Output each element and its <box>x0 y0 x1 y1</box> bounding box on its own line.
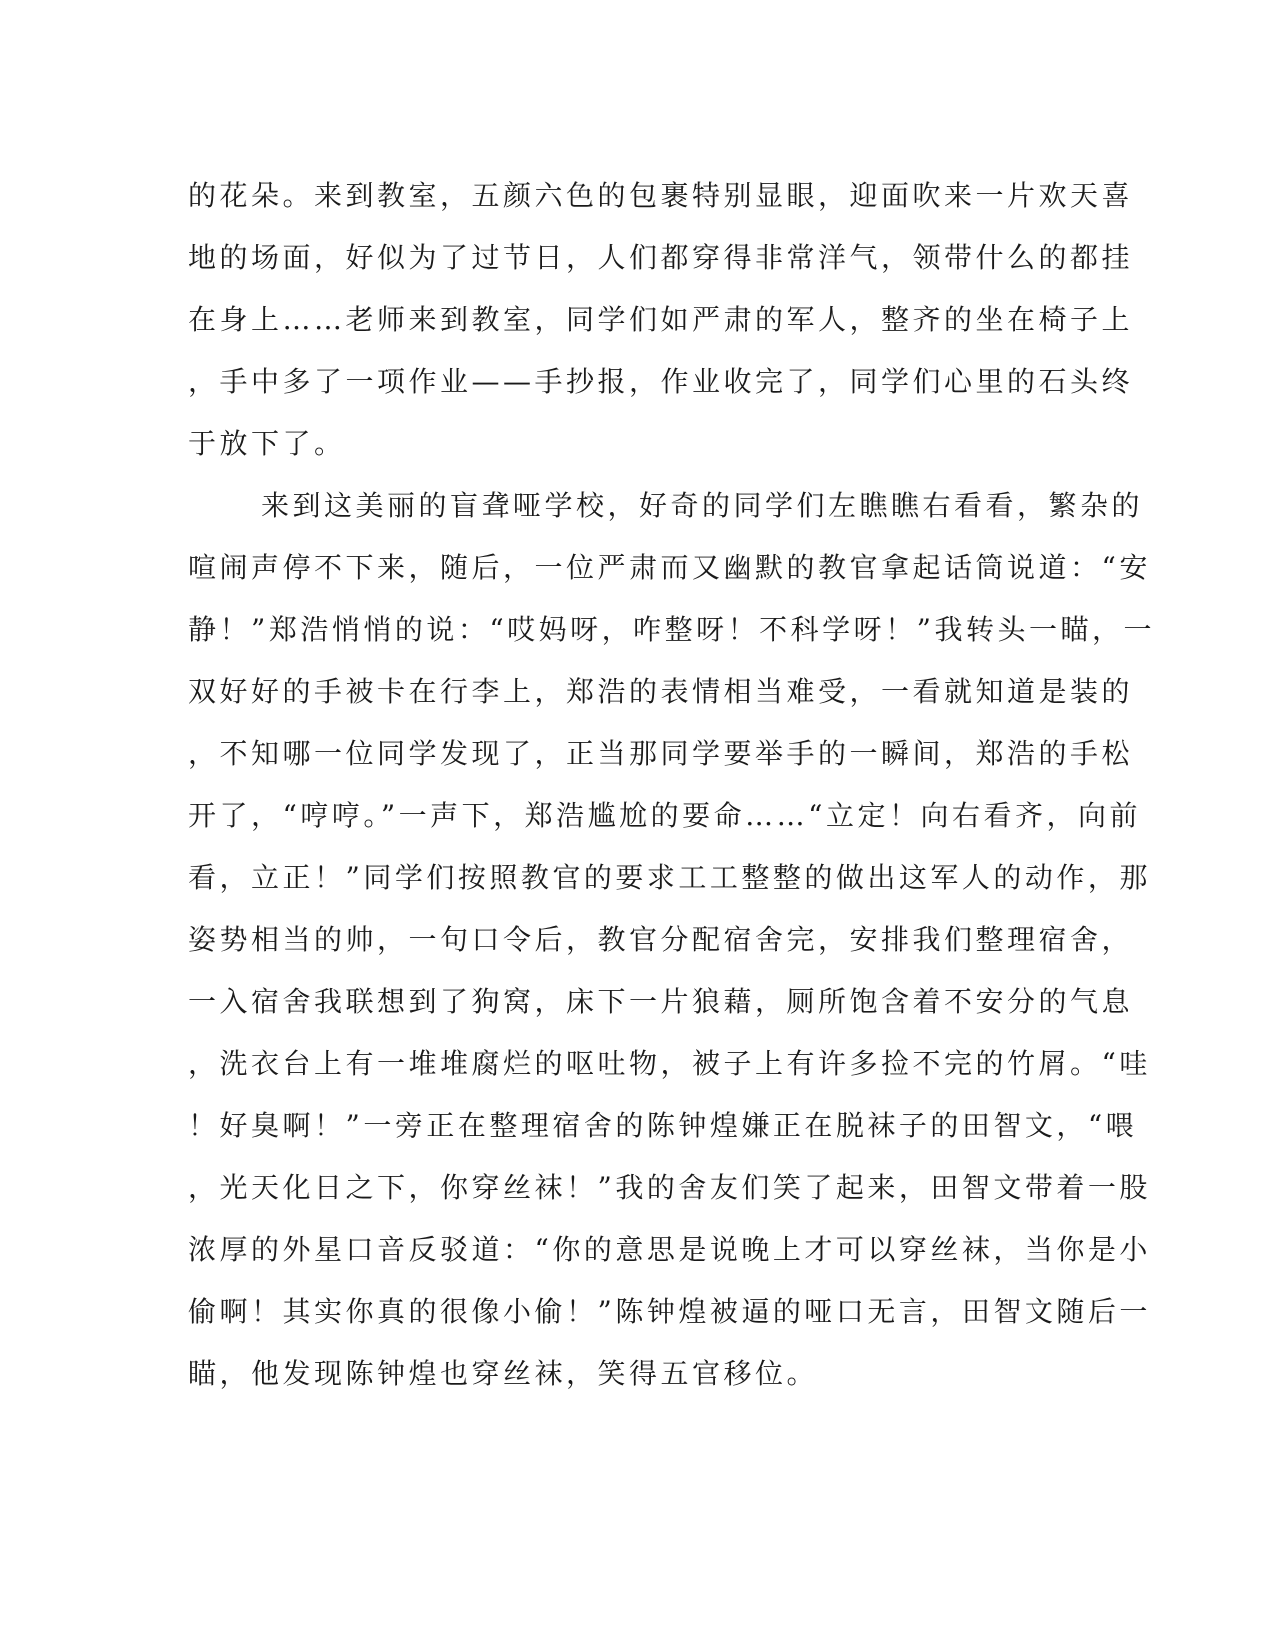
paragraph-line: ，洗衣台上有一堆堆腐烂的呕吐物，被子上有许多捡不完的竹屑。“哇 <box>188 1047 1151 1080</box>
paragraph-line-indented: 来到这美丽的盲聋哑学校，好奇的同学们左瞧瞧右看看，繁杂的 <box>261 489 1144 522</box>
paragraph-1 <box>188 165 1134 475</box>
paragraph-line: 双好好的手被卡在行李上，郑浩的表情相当难受，一看就知道是装的 <box>188 675 1134 708</box>
paragraph-line: ，手中多了一项作业——手抄报，作业收完了，同学们心里的石头终 <box>188 365 1134 398</box>
paragraph-line: 看，立正！”同学们按照教官的要求工工整整的做出这军人的动作，那 <box>188 861 1151 894</box>
paragraph-line: 地的场面，好似为了过节日，人们都穿得非常洋气，领带什么的都挂 <box>188 241 1134 274</box>
paragraph-line: ！好臭啊！”一旁正在整理宿舍的陈钟煌嫌正在脱袜子的田智文，“喂 <box>188 1109 1138 1142</box>
paragraph-line: 在身上……老师来到教室，同学们如严肃的军人，整齐的坐在椅子上 <box>188 303 1134 336</box>
paragraph-line: 姿势相当的帅，一句口令后，教官分配宿舍完，安排我们整理宿舍， <box>188 923 1134 956</box>
paragraph-line: 浓厚的外星口音反驳道：“你的意思是说晚上才可以穿丝袜，当你是小 <box>188 1233 1151 1266</box>
paragraph-line: 偷啊！其实你真的很像小偷！”陈钟煌被逼的哑口无言，田智文随后一 <box>188 1295 1151 1328</box>
paragraph-line: 于放下了。 <box>188 427 346 460</box>
paragraph-line: 喧闹声停不下来，随后，一位严肃而又幽默的教官拿起话筒说道：“安 <box>188 551 1151 584</box>
paragraph-line: 一入宿舍我联想到了狗窝，床下一片狼藉，厕所饱含着不安分的气息 <box>188 985 1134 1018</box>
paragraph-line: ，光天化日之下，你穿丝袜！”我的舍友们笑了起来，田智文带着一股 <box>188 1171 1151 1204</box>
paragraph-line: 静！”郑浩悄悄的说：“哎妈呀，咋整呀！不科学呀！”我转头一瞄，一 <box>188 613 1155 646</box>
paragraph-line: 开了，“哼哼。”一声下，郑浩尴尬的要命……“立定！向右看齐，向前 <box>188 799 1141 832</box>
paragraph-line: 瞄，他发现陈钟煌也穿丝袜，笑得五官移位。 <box>188 1357 819 1390</box>
paragraph-2 <box>188 475 1155 1405</box>
paragraph-line: 的花朵。来到教室，五颜六色的包裹特别显眼，迎面吹来一片欢天喜 <box>188 179 1134 212</box>
paragraph-line: ，不知哪一位同学发现了，正当那同学要举手的一瞬间，郑浩的手松 <box>188 737 1134 770</box>
